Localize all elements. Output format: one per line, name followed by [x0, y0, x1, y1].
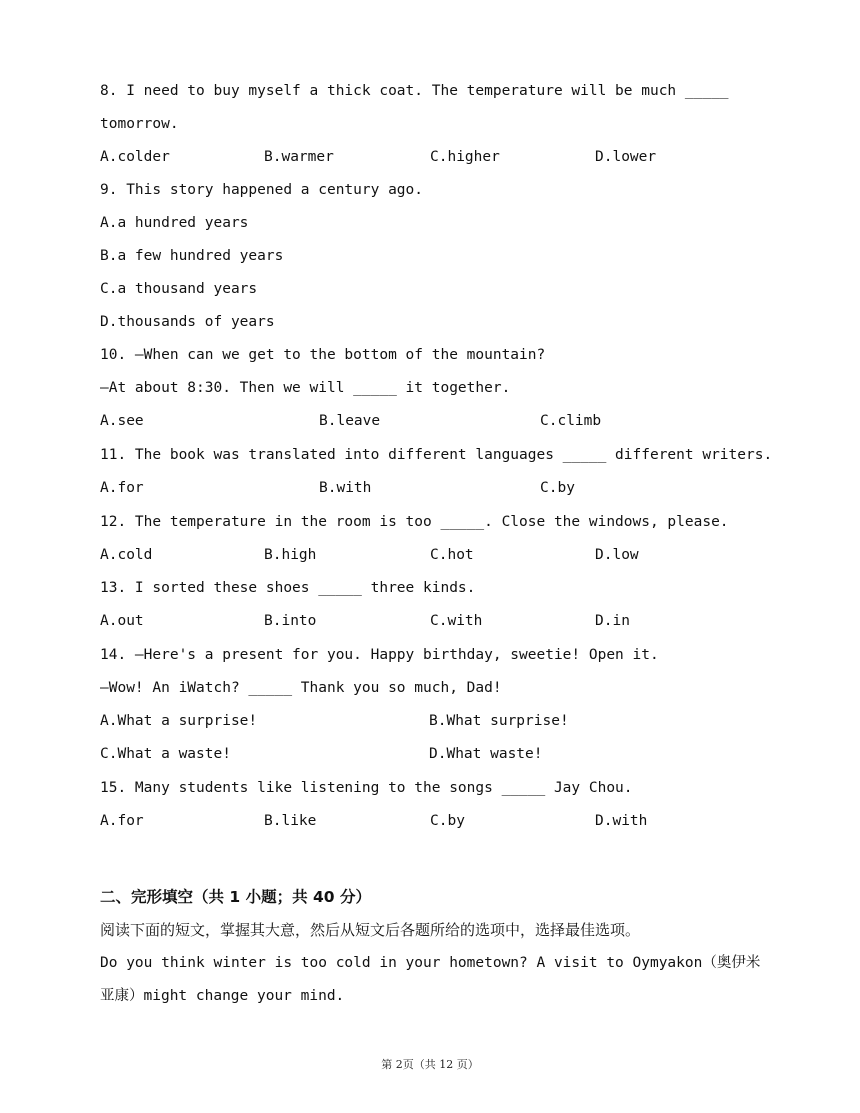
- question-8-stem: 8. I need to buy myself a thick coat. The temperature will be much _____: [100, 83, 729, 99]
- option-a: A.out: [100, 613, 144, 629]
- question-15-options: [100, 811, 820, 831]
- option-d: D.low: [595, 547, 639, 563]
- question-14-options-row-2: [100, 744, 820, 764]
- question-10-options: [100, 411, 820, 431]
- option-c: C.a thousand years: [100, 281, 258, 297]
- option-b: B.warmer: [264, 149, 334, 165]
- option-c: C.by: [430, 813, 465, 829]
- option-b: B.What surprise!: [429, 713, 569, 729]
- question-14-options-row-1: [100, 711, 820, 731]
- question-8-options: [100, 147, 820, 167]
- question-14-stem: 14. —Here's a present for you. Happy birthday, sweetie! Open it.: [100, 647, 659, 663]
- page-footer: 第 2页（共 12 页）: [381, 1058, 479, 1071]
- question-10-stem-continued: —At about 8:30. Then we will _____ it together.: [100, 380, 511, 396]
- question-12-stem: 12. The temperature in the room is too _____. Close the windows, please.: [100, 514, 729, 530]
- option-a: A.What a surprise!: [100, 713, 258, 729]
- option-a: A.for: [100, 813, 144, 829]
- option-a: A.for: [100, 480, 144, 496]
- option-d: D.What waste!: [429, 746, 543, 762]
- question-14-stem-continued: —Wow! An iWatch? _____ Thank you so much, Dad!: [100, 680, 502, 696]
- option-a: A.a hundred years: [100, 215, 249, 231]
- section-heading: 二、完形填空（共 1 小题；共 40 分）: [100, 888, 371, 906]
- option-b: B.with: [319, 480, 372, 496]
- option-a: A.see: [100, 413, 144, 429]
- option-c: C.higher: [430, 149, 500, 165]
- option-b: B.a few hundred years: [100, 248, 284, 264]
- option-a: A.colder: [100, 149, 170, 165]
- option-c: C.hot: [430, 547, 474, 563]
- question-8-stem-continued: tomorrow.: [100, 116, 179, 132]
- option-b: B.like: [264, 813, 317, 829]
- option-b: B.leave: [319, 413, 381, 429]
- question-10-stem: 10. —When can we get to the bottom of the mountain?: [100, 347, 546, 363]
- passage-line-1: Do you think winter is too cold in your hometown? A visit to Oymyakon（奥伊米: [100, 955, 761, 971]
- option-c: C.by: [540, 480, 575, 496]
- passage-line-2: 亚康）might change your mind.: [100, 988, 345, 1004]
- question-12-options: [100, 545, 820, 565]
- option-d: D.in: [595, 613, 630, 629]
- question-11-stem: 11. The book was translated into different languages _____ different writers.: [100, 447, 773, 463]
- option-b: B.into: [264, 613, 317, 629]
- option-d: D.thousands of years: [100, 314, 275, 330]
- option-c: C.What a waste!: [100, 746, 231, 762]
- question-15-stem: 15. Many students like listening to the songs _____ Jay Chou.: [100, 780, 633, 796]
- option-b: B.high: [264, 547, 317, 563]
- question-13-stem: 13. I sorted these shoes _____ three kinds.: [100, 580, 476, 596]
- option-a: A.cold: [100, 547, 153, 563]
- option-c: C.with: [430, 613, 483, 629]
- option-d: D.with: [595, 813, 648, 829]
- question-9-stem: 9. This story happened a century ago.: [100, 182, 424, 198]
- section-instruction: 阅读下面的短文，掌握其大意，然后从短文后各题所给的选项中，选择最佳选项。: [100, 921, 641, 939]
- option-c: C.climb: [540, 413, 602, 429]
- question-13-options: [100, 611, 820, 631]
- question-11-options: [100, 478, 820, 498]
- option-d: D.lower: [595, 149, 657, 165]
